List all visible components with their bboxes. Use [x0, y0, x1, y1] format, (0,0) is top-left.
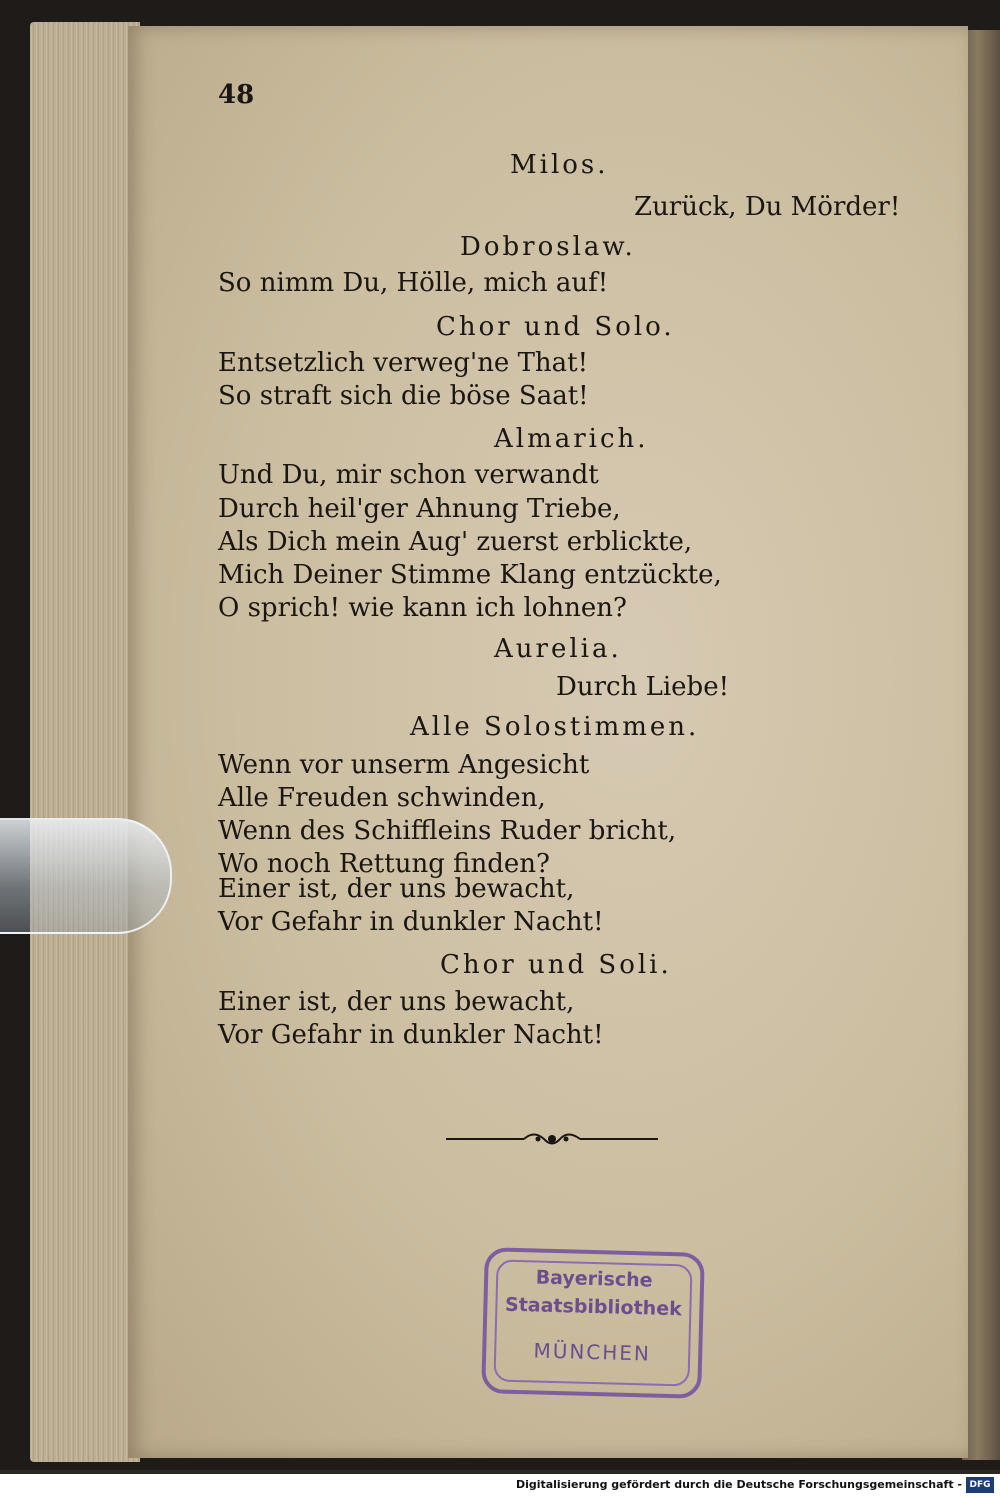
speaker-label: Alle Solostimmen.	[410, 712, 700, 742]
verse-line: Wo noch Rettung finden?	[218, 849, 550, 879]
verse-line: Durch Liebe!	[556, 672, 730, 702]
verse-line: Zurück, Du Mörder!	[634, 192, 901, 222]
digitization-footer	[0, 1474, 1000, 1497]
verse-line: So straft sich die böse Saat!	[218, 381, 589, 411]
speaker-label: Chor und Soli.	[440, 950, 672, 980]
verse-line: Vor Gefahr in dunkler Nacht!	[218, 907, 604, 937]
speaker-label: Chor und Solo.	[436, 312, 675, 342]
book-page-edges	[30, 22, 140, 1462]
speaker-label: Dobroslaw.	[460, 232, 636, 262]
page-clip	[0, 818, 172, 934]
verse-line: Entsetzlich verweg'ne That!	[218, 348, 589, 378]
verse-line: So nimm Du, Hölle, mich auf!	[218, 268, 609, 298]
verse-line: Als Dich mein Aug' zuerst erblickte,	[218, 527, 693, 557]
dfg-logo-icon: DFG	[966, 1477, 994, 1493]
verse-line: Vor Gefahr in dunkler Nacht!	[218, 1020, 604, 1050]
library-stamp	[481, 1247, 705, 1399]
verse-line: Wenn vor unserm Angesicht	[218, 750, 590, 780]
speaker-label: Aurelia.	[494, 634, 622, 664]
speaker-label: Almarich.	[494, 424, 649, 454]
stamp-line-2: Staatsbibliothek	[504, 1293, 683, 1321]
verse-line: Einer ist, der uns bewacht,	[218, 987, 575, 1017]
stamp-line-1: Bayerische	[535, 1266, 653, 1292]
ornament-divider	[446, 1128, 658, 1150]
verse-line: Einer ist, der uns bewacht,	[218, 874, 575, 904]
verse-line: Mich Deiner Stimme Klang entzückte,	[218, 560, 722, 590]
page-number: 48	[218, 80, 255, 110]
stamp-line-3: MÜNCHEN	[533, 1338, 652, 1366]
speaker-label: Milos.	[510, 150, 609, 180]
verse-line: Und Du, mir schon verwandt	[218, 460, 599, 490]
verse-line: O sprich! wie kann ich lohnen?	[218, 593, 627, 623]
verse-line: Alle Freuden schwinden,	[218, 783, 546, 813]
verse-line: Wenn des Schiffleins Ruder bricht,	[218, 816, 677, 846]
verse-line: Durch heil'ger Ahnung Triebe,	[218, 494, 621, 524]
footer-credit: Digitalisierung gefördert durch die Deutsche Forschungsgemeinschaft -	[515, 1478, 962, 1491]
